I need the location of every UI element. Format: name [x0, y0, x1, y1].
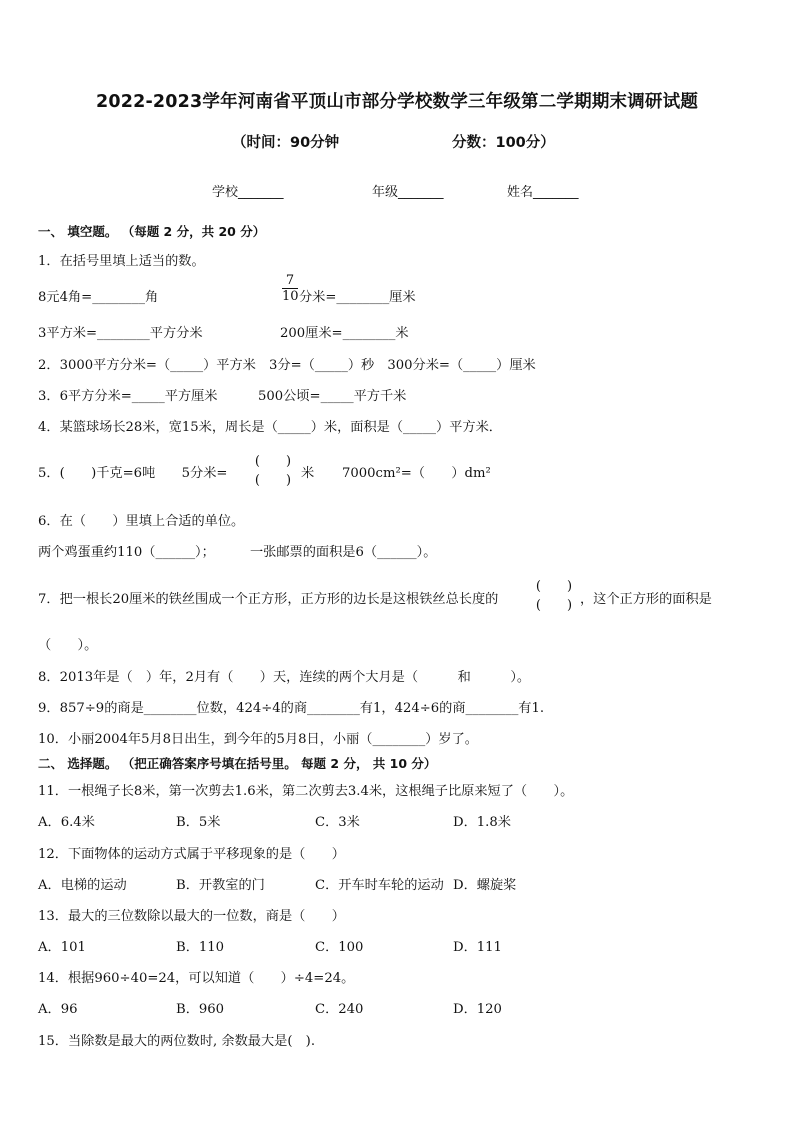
option-13-c[interactable]: C．100	[315, 940, 364, 955]
option-14-a[interactable]: A．96	[38, 1002, 78, 1017]
question-2: 2．3000平方分米=（_____）平方米 3分=（_____）秒 300分米=（_____）厘米	[38, 358, 536, 373]
fraction-numerator: 7	[285, 273, 295, 288]
section2-heading: 二、 选择题。 （把正确答案序号填在括号里。 每题 2 分， 共 10 分）	[38, 756, 437, 771]
question-5b: 米	[301, 466, 315, 481]
question-1a: 8元4角=________角	[38, 290, 159, 305]
option-11-c[interactable]: C．3米	[315, 815, 360, 830]
question-3a: 3．6平方分米=_____平方厘米	[38, 389, 218, 404]
fraction-denominator[interactable]: ( )	[254, 473, 292, 488]
question-7a: 7．把一根长20厘米的铁丝围成一个正方形，正方形的边长是这根铁丝总长度的	[38, 592, 499, 607]
grade-field[interactable]: 年级_______	[372, 185, 444, 200]
option-12-c[interactable]: C．开车时车轮的运动	[315, 878, 444, 893]
question-6: 6．在（ ）里填上合适的单位。	[38, 514, 245, 529]
fraction-7-10	[282, 273, 298, 304]
option-12-b[interactable]: B．开教室的门	[176, 878, 265, 893]
question-6a: 两个鸡蛋重约110（______）；	[38, 545, 215, 560]
section1-heading: 一、 填空题。 （每题 2 分，共 20 分）	[38, 224, 266, 239]
option-11-d[interactable]: D．1.8米	[453, 815, 511, 830]
question-15: 15．当除数是最大的两位数时, 余数最大是( ).	[38, 1034, 316, 1049]
question-1: 1．在括号里填上适当的数。	[38, 254, 205, 269]
question-4: 4．某篮球场长28米，宽15米，周长是（_____）米，面积是（_____）平方米．	[38, 420, 502, 435]
exam-time: （时间：90分钟	[232, 135, 340, 151]
question-8: 8．2013年是（ ）年，2月有（ ）天，连续的两个大月是（ 和 ）。	[38, 670, 531, 685]
school-field[interactable]: 学校_______	[212, 185, 284, 200]
fraction-numerator[interactable]: ( )	[535, 579, 573, 594]
question-5c: 7000cm²=（ ）dm²	[342, 466, 491, 481]
question-1d: 200厘米=________米	[280, 326, 409, 341]
name-field[interactable]: 姓名_______	[507, 185, 579, 200]
exam-score: 分数：100分）	[452, 135, 555, 151]
question-11: 11．一根绳子长8米，第一次剪去1.6米，第二次剪去3.4米，这根绳子比原来短了（ ）。	[38, 784, 574, 799]
option-11-a[interactable]: A．6.4米	[38, 815, 95, 830]
fraction-denominator[interactable]: ( )	[535, 598, 573, 613]
option-13-d[interactable]: D．111	[453, 940, 502, 955]
question-10: 10．小丽2004年5月8日出生，到今年的5月8日，小丽（________）岁了。	[38, 732, 478, 747]
option-14-d[interactable]: D．120	[453, 1002, 502, 1017]
question-9: 9．857÷9的商是________位数，424÷4的商________有1，424÷6的商________有1.	[38, 701, 545, 716]
question-5a: 5．( )千克=6吨 5分米=	[38, 466, 228, 481]
option-13-a[interactable]: A．101	[38, 940, 86, 955]
page-title: 2022-2023学年河南省平顶山市部分学校数学三年级第二学期期末调研试题	[95, 92, 699, 112]
question-1c: 3平方米=________平方分米	[38, 326, 203, 341]
option-14-c[interactable]: C．240	[315, 1002, 364, 1017]
option-12-d[interactable]: D．螺旋桨	[453, 878, 517, 893]
question-3b: 500公顷=_____平方千米	[258, 389, 407, 404]
question-13: 13．最大的三位数除以最大的一位数，商是（ ）	[38, 909, 345, 924]
question-7c: （ ）。	[38, 638, 98, 653]
option-13-b[interactable]: B．110	[176, 940, 225, 955]
option-11-b[interactable]: B．5米	[176, 815, 221, 830]
option-12-a[interactable]: A．电梯的运动	[38, 878, 127, 893]
fraction-blank-7	[530, 575, 578, 613]
fraction-numerator[interactable]: ( )	[254, 454, 292, 469]
fraction-denominator: 10	[282, 289, 299, 304]
fraction-blank-5	[250, 450, 296, 488]
question-7b: ，这个正方形的面积是	[580, 592, 712, 607]
question-12: 12．下面物体的运动方式属于平移现象的是（ ）	[38, 847, 345, 862]
question-1b: 分米=________厘米	[299, 290, 416, 305]
question-14: 14．根据960÷40=24，可以知道（ ）÷4=24。	[38, 971, 355, 986]
question-6b: 一张邮票的面积是6（______）。	[250, 545, 437, 560]
option-14-b[interactable]: B．960	[176, 1002, 225, 1017]
